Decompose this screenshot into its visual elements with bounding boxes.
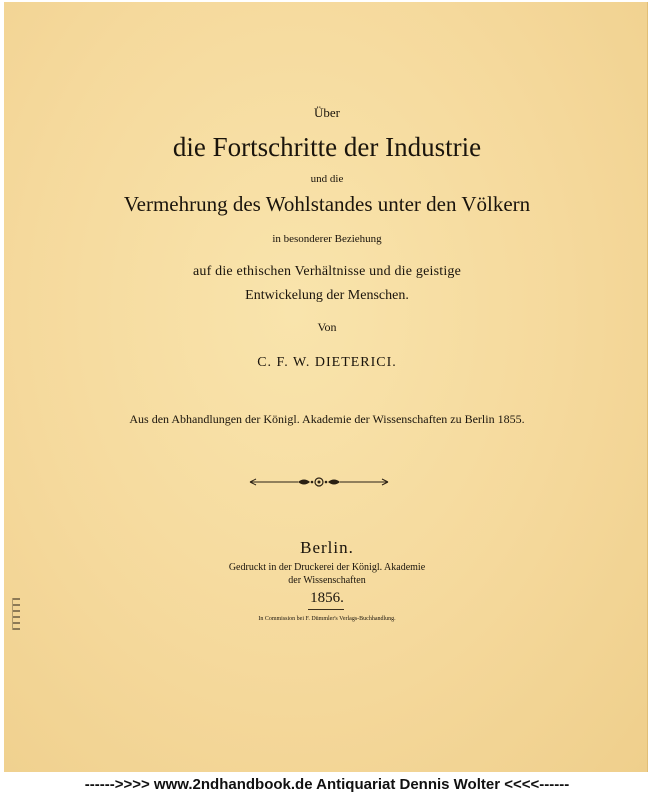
subtitle-line-3: Entwickelung der Menschen. (245, 288, 409, 303)
watermark-text: ------>>>> www.2ndhandbook.de Antiquariat Dennis Wolter <<<<------ (84, 776, 570, 793)
printer-ornament-icon (248, 476, 390, 488)
title-prefix: Über (314, 105, 340, 120)
imprint-printer-line-2: der Wissenschaften (288, 575, 366, 586)
imprint-year: 1856. (310, 590, 344, 606)
imprint-printer-line-1: Gedruckt in der Druckerei der Königl. Akademie (228, 562, 426, 573)
watermark-bar (0, 772, 654, 800)
subtitle-line-2: auf die ethischen Verhältnisse und die geistige (192, 264, 462, 279)
author-name: C. F. W. DIETERICI. (257, 355, 397, 370)
main-title-second-line: Vermehrung des Wohlstandes unter den Völkern (123, 192, 531, 216)
main-title: die Fortschritte der Industrie (172, 132, 482, 162)
by-label: Von (317, 320, 337, 334)
source-note: Aus den Abhandlungen der Königl. Akademie der Wissenschaften zu Berlin 1855. (129, 412, 525, 426)
subtitle-line-1: in besonderer Beziehung (272, 233, 382, 245)
imprint-city: Berlin. (300, 538, 354, 557)
commission-note: In Commission bei F. Dümmler's Verlags-Buchhandlung. (258, 616, 396, 622)
imprint-rule (308, 609, 344, 610)
title-connector: und die (310, 173, 344, 185)
